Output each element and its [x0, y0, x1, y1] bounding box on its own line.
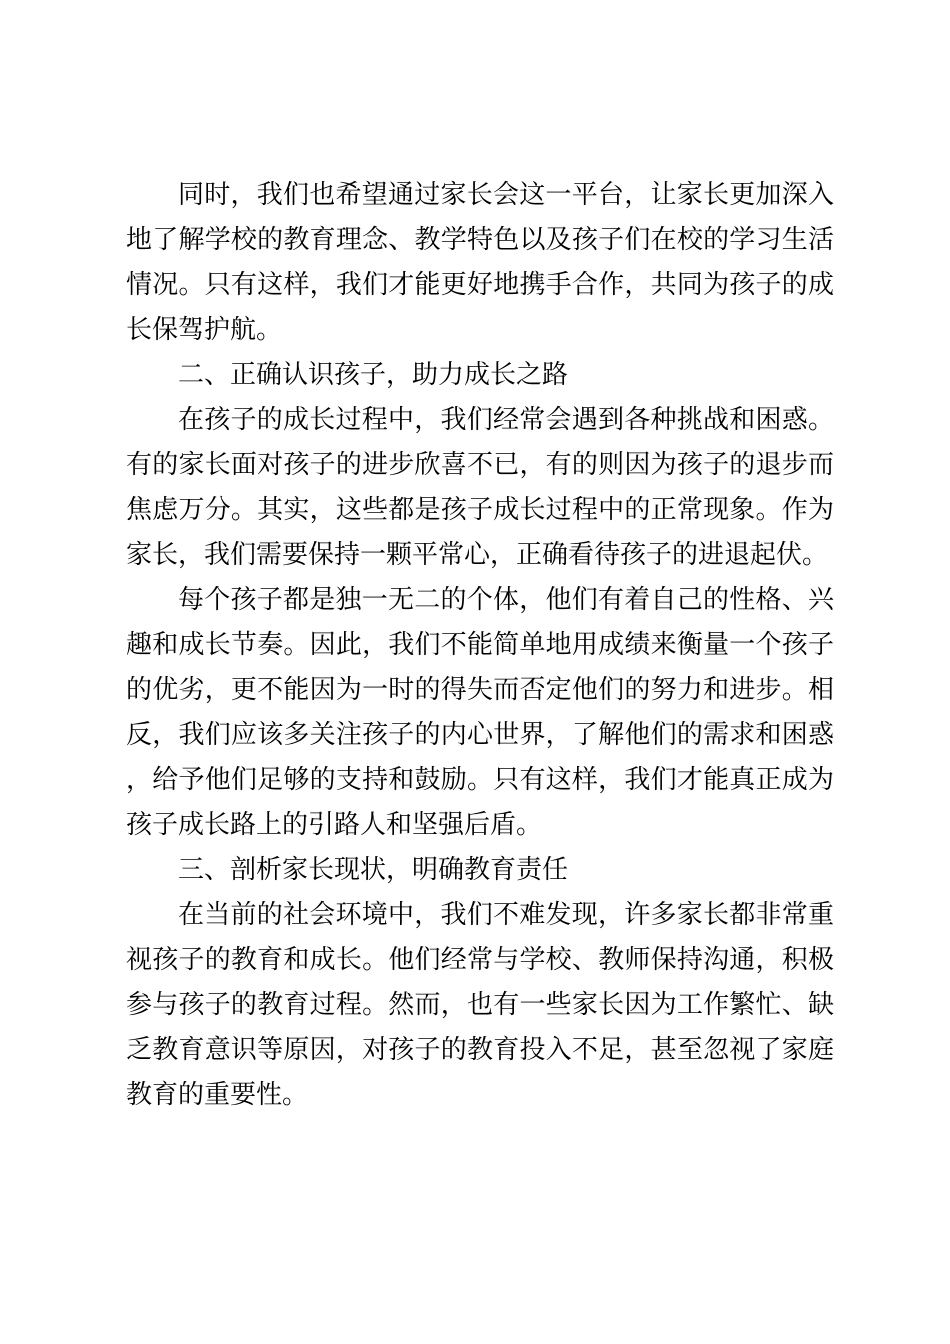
paragraph-parent-education: 在当前的社会环境中，我们不难发现，许多家长都非常重视孩子的教育和成长。他们经常与学校、教师保持沟通，积极参与孩子的教育过程。然而，也有一些家长因为工作繁忙、缺乏教育意识等原因，对孩子的教育投入不足，甚至忽视了家庭教育的重要性。 [126, 900, 834, 1110]
paragraph-growth-challenges: 在孩子的成长过程中，我们经常会遇到各种挑战和困惑。有的家长面对孩子的进步欣喜不已，有的则因为孩子的退步而焦虑万分。其实，这些都是孩子成长过程中的正常现象。作为家长，我们需要保持一颗平常心，正确看待孩子的进退起伏。 [126, 405, 834, 570]
paragraph-cooperation: 同时，我们也希望通过家长会这一平台，让家长更加深入地了解学校的教育理念、教学特色以及孩子们在校的学习生活情况。只有这样，我们才能更好地携手合作，共同为孩子的成长保驾护航。 [126, 180, 834, 345]
document-body [126, 173, 834, 1118]
paragraph-unique-individual: 每个孩子都是独一无二的个体，他们有着自己的性格、兴趣和成长节奏。因此，我们不能简单地用成绩来衡量一个孩子的优劣，更不能因为一时的得失而否定他们的努力和进步。相反，我们应该多关注孩子的内心世界，了解他们的需求和困惑，给予他们足够的支持和鼓励。只有这样，我们才能真正成为孩子成长路上的引路人和坚强后盾。 [126, 585, 834, 840]
section-heading-understand-children: 二、正确认识孩子，助力成长之路 [178, 360, 569, 390]
section-heading-parent-status: 三、剖析家长现状，明确教育责任 [178, 855, 569, 885]
